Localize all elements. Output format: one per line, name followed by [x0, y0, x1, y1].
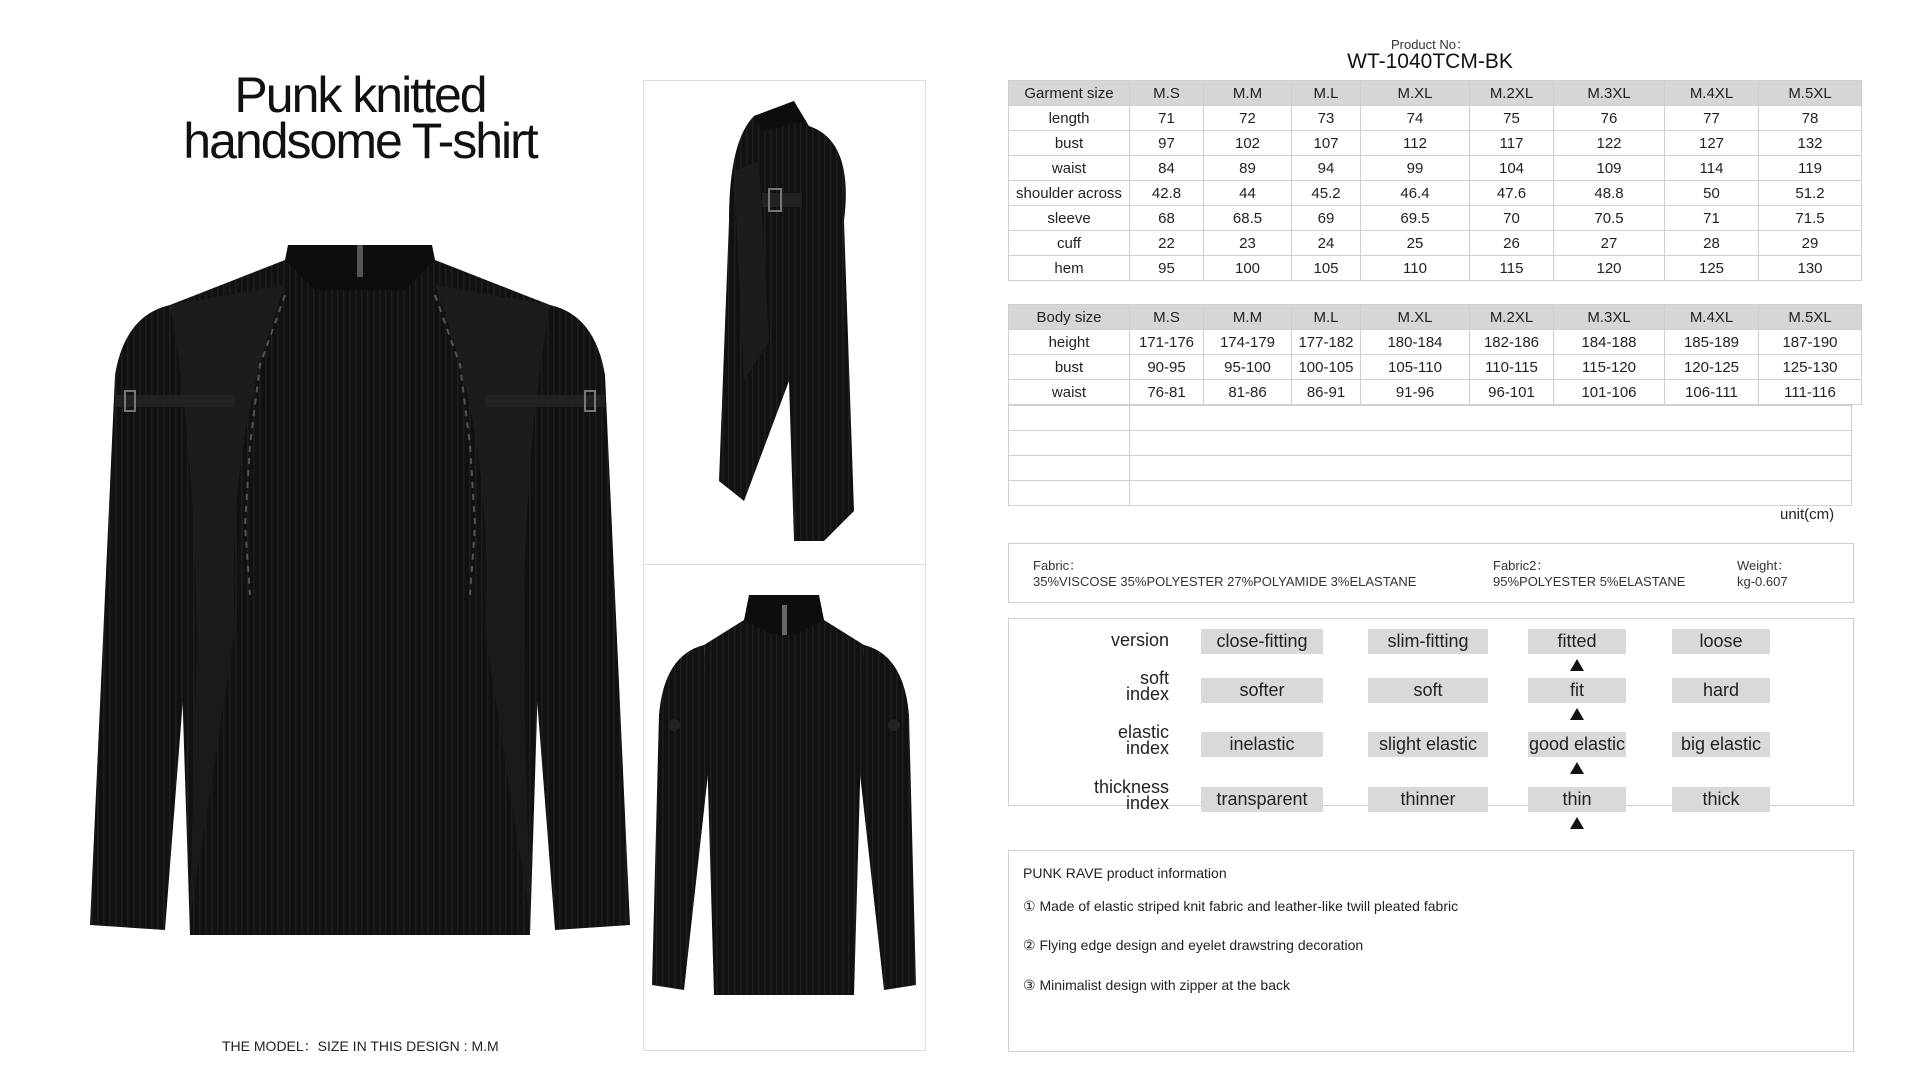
size-column-header: M.2XL [1470, 305, 1554, 330]
measurement-value: 94 [1292, 156, 1361, 181]
garment-properties-box [1008, 618, 1854, 813]
model-size-note: THE MODEL：SIZE IN THIS DESIGN : M.M [222, 1038, 499, 1054]
measurement-value: 45.2 [1292, 181, 1361, 206]
property-label [1009, 632, 1169, 648]
measurement-value: 120-125 [1665, 355, 1759, 380]
measurement-value: 115 [1470, 256, 1554, 281]
size-column-header: M.M [1204, 81, 1292, 106]
measurement-value: 105 [1292, 256, 1361, 281]
selected-indicator-icon [1570, 708, 1584, 720]
title-line-1: Punk knitted [234, 67, 486, 123]
size-column-header: M.4XL [1665, 305, 1759, 330]
front-view-photo [85, 245, 635, 935]
measurement-value: 112 [1361, 131, 1470, 156]
measurement-value: 29 [1759, 231, 1862, 256]
measurement-label: waist [1009, 380, 1130, 405]
property-option: hard [1672, 678, 1770, 703]
measurement-value: 177-182 [1292, 330, 1361, 355]
weight [1737, 558, 1790, 590]
measurement-value: 174-179 [1204, 330, 1292, 355]
size-column-header: M.3XL [1554, 305, 1665, 330]
measurement-label: waist [1009, 156, 1130, 181]
measurement-label: shoulder across [1009, 181, 1130, 206]
measurement-value: 185-189 [1665, 330, 1759, 355]
table-row [1009, 131, 1862, 156]
property-option: loose [1672, 629, 1770, 654]
measurement-value: 23 [1204, 231, 1292, 256]
measurement-value: 70.5 [1554, 206, 1665, 231]
property-option: fitted [1528, 629, 1626, 654]
size-column-header: M.3XL [1554, 81, 1665, 106]
measurement-value: 22 [1130, 231, 1204, 256]
measurement-value: 70 [1470, 206, 1554, 231]
measurement-value: 105-110 [1361, 355, 1470, 380]
measurement-value: 110 [1361, 256, 1470, 281]
measurement-value: 127 [1665, 131, 1759, 156]
size-column-header: M.4XL [1665, 81, 1759, 106]
selected-indicator-icon [1570, 659, 1584, 671]
measurement-value: 100 [1204, 256, 1292, 281]
measurement-value: 48.8 [1554, 181, 1665, 206]
measurement-value: 114 [1665, 156, 1759, 181]
property-option: softer [1201, 678, 1323, 703]
measurement-value: 95-100 [1204, 355, 1292, 380]
table-row [1009, 156, 1862, 181]
measurement-value: 46.4 [1361, 181, 1470, 206]
measurement-value: 25 [1361, 231, 1470, 256]
size-column-header: M.2XL [1470, 81, 1554, 106]
size-column-header: M.5XL [1759, 81, 1862, 106]
measurement-value: 44 [1204, 181, 1292, 206]
fabric-2 [1493, 558, 1685, 590]
property-label [1009, 724, 1169, 756]
table-row [1009, 206, 1862, 231]
measurement-value: 71 [1130, 106, 1204, 131]
measurement-value: 72 [1204, 106, 1292, 131]
property-option: inelastic [1201, 732, 1323, 757]
property-label-line: soft [1139, 668, 1169, 688]
table-header-label: Garment size [1009, 81, 1130, 106]
measurement-value: 78 [1759, 106, 1862, 131]
property-label-line: index [1125, 738, 1169, 758]
measurement-value: 76-81 [1130, 380, 1204, 405]
property-label-line: version [1110, 630, 1169, 650]
property-option: thick [1672, 787, 1770, 812]
fabric-2-value: 95%POLYESTER 5%ELASTANE [1493, 574, 1686, 589]
measurement-value: 68 [1130, 206, 1204, 231]
back-view-photo [644, 565, 925, 1050]
measurement-value: 132 [1759, 131, 1862, 156]
back-view-photo-frame [643, 564, 926, 1051]
measurement-value: 110-115 [1470, 355, 1554, 380]
measurement-value: 91-96 [1361, 380, 1470, 405]
measurement-value: 84 [1130, 156, 1204, 181]
property-label [1009, 779, 1169, 811]
measurement-value: 111-116 [1759, 380, 1862, 405]
measurement-value: 107 [1292, 131, 1361, 156]
property-option: thin [1528, 787, 1626, 812]
garment-size-table [1008, 80, 1862, 281]
measurement-value: 95 [1130, 256, 1204, 281]
measurement-value: 96-101 [1470, 380, 1554, 405]
unit-label: unit(cm) [1780, 506, 1835, 523]
table-header-row [1009, 81, 1862, 106]
table-row [1009, 181, 1862, 206]
selected-indicator-icon [1570, 762, 1584, 774]
table-row [1009, 330, 1862, 355]
property-option: close-fitting [1201, 629, 1323, 654]
measurement-value: 51.2 [1759, 181, 1862, 206]
selected-indicator-icon [1570, 817, 1584, 829]
title-line-2: handsome T-shirt [183, 113, 537, 169]
fabric-2-label: Fabric2： [1493, 558, 1550, 573]
measurement-value: 26 [1470, 231, 1554, 256]
measurement-value: 24 [1292, 231, 1361, 256]
table-header-row [1009, 305, 1862, 330]
measurement-value: 104 [1470, 156, 1554, 181]
measurement-value: 77 [1665, 106, 1759, 131]
measurement-value: 47.6 [1470, 181, 1554, 206]
product-info-heading: PUNK RAVE product information [1023, 865, 1227, 881]
size-column-header: M.M [1204, 305, 1292, 330]
measurement-value: 122 [1554, 131, 1665, 156]
weight-value: kg-0.607 [1737, 574, 1788, 589]
fabric-1-value: 35%VISCOSE 35%POLYESTER 27%POLYAMIDE 3%ELASTANE [1033, 574, 1417, 589]
measurement-value: 81-86 [1204, 380, 1292, 405]
measurement-value: 119 [1759, 156, 1862, 181]
measurement-value: 86-91 [1292, 380, 1361, 405]
table-row [1009, 231, 1862, 256]
property-option: big elastic [1672, 732, 1770, 757]
measurement-label: bust [1009, 131, 1130, 156]
measurement-value: 171-176 [1130, 330, 1204, 355]
measurement-value: 184-188 [1554, 330, 1665, 355]
measurement-value: 76 [1554, 106, 1665, 131]
side-view-photo [644, 81, 925, 565]
product-info-box [1008, 850, 1854, 1052]
measurement-value: 28 [1665, 231, 1759, 256]
measurement-value: 27 [1554, 231, 1665, 256]
product-title [150, 67, 570, 169]
property-label-line: thickness [1093, 777, 1169, 797]
fabric-1-label: Fabric： [1033, 558, 1083, 573]
measurement-value: 182-186 [1470, 330, 1554, 355]
measurement-value: 180-184 [1361, 330, 1470, 355]
property-option: slim-fitting [1368, 629, 1488, 654]
property-label-line: index [1125, 684, 1169, 704]
size-column-header: M.XL [1361, 81, 1470, 106]
measurement-label: height [1009, 330, 1130, 355]
property-label-line: index [1125, 793, 1169, 813]
measurement-value: 89 [1204, 156, 1292, 181]
product-number: WT-1040TCM-BK [1347, 50, 1513, 73]
property-option: transparent [1201, 787, 1323, 812]
property-option: soft [1368, 678, 1488, 703]
fabric-1 [1033, 558, 1416, 590]
size-column-header: M.5XL [1759, 305, 1862, 330]
property-option: good elastic [1528, 732, 1626, 757]
property-option: thinner [1368, 787, 1488, 812]
info-item: ② Flying edge design and eyelet drawstring decoration [1023, 937, 1364, 953]
measurement-value: 69 [1292, 206, 1361, 231]
measurement-value: 117 [1470, 131, 1554, 156]
measurement-label: cuff [1009, 231, 1130, 256]
table-row [1009, 256, 1862, 281]
property-label [1009, 670, 1169, 702]
measurement-value: 50 [1665, 181, 1759, 206]
measurement-value: 187-190 [1759, 330, 1862, 355]
measurement-value: 97 [1130, 131, 1204, 156]
fabric-info-box [1008, 543, 1854, 603]
measurement-value: 75 [1470, 106, 1554, 131]
measurement-value: 74 [1361, 106, 1470, 131]
product-number-label: Product No： [1390, 37, 1470, 52]
measurement-label: hem [1009, 256, 1130, 281]
size-column-header: M.S [1130, 305, 1204, 330]
body-size-table [1008, 304, 1862, 405]
property-option: fit [1528, 678, 1626, 703]
measurement-value: 99 [1361, 156, 1470, 181]
empty-size-rows [1008, 405, 1852, 506]
measurement-value: 125-130 [1759, 355, 1862, 380]
side-view-photo-frame [643, 80, 926, 566]
measurement-value: 101-106 [1554, 380, 1665, 405]
property-label-line: elastic [1117, 722, 1169, 742]
measurement-value: 100-105 [1292, 355, 1361, 380]
table-row [1009, 355, 1862, 380]
table-header-label: Body size [1009, 305, 1130, 330]
measurement-value: 106-111 [1665, 380, 1759, 405]
size-column-header: M.S [1130, 81, 1204, 106]
measurement-value: 90-95 [1130, 355, 1204, 380]
measurement-value: 68.5 [1204, 206, 1292, 231]
info-item: ③ Minimalist design with zipper at the back [1023, 977, 1290, 993]
measurement-value: 109 [1554, 156, 1665, 181]
table-row [1009, 380, 1862, 405]
size-column-header: M.XL [1361, 305, 1470, 330]
measurement-label: length [1009, 106, 1130, 131]
measurement-value: 69.5 [1361, 206, 1470, 231]
size-column-header: M.L [1292, 305, 1361, 330]
info-item: ① Made of elastic striped knit fabric and leather-like twill pleated fabric [1023, 898, 1459, 914]
measurement-value: 71 [1665, 206, 1759, 231]
measurement-value: 120 [1554, 256, 1665, 281]
measurement-label: sleeve [1009, 206, 1130, 231]
table-row [1009, 106, 1862, 131]
weight-label: Weight： [1737, 558, 1791, 573]
measurement-value: 102 [1204, 131, 1292, 156]
measurement-value: 42.8 [1130, 181, 1204, 206]
measurement-value: 73 [1292, 106, 1361, 131]
measurement-value: 130 [1759, 256, 1862, 281]
measurement-value: 125 [1665, 256, 1759, 281]
measurement-value: 71.5 [1759, 206, 1862, 231]
size-column-header: M.L [1292, 81, 1361, 106]
property-option: slight elastic [1368, 732, 1488, 757]
measurement-value: 115-120 [1554, 355, 1665, 380]
measurement-label: bust [1009, 355, 1130, 380]
